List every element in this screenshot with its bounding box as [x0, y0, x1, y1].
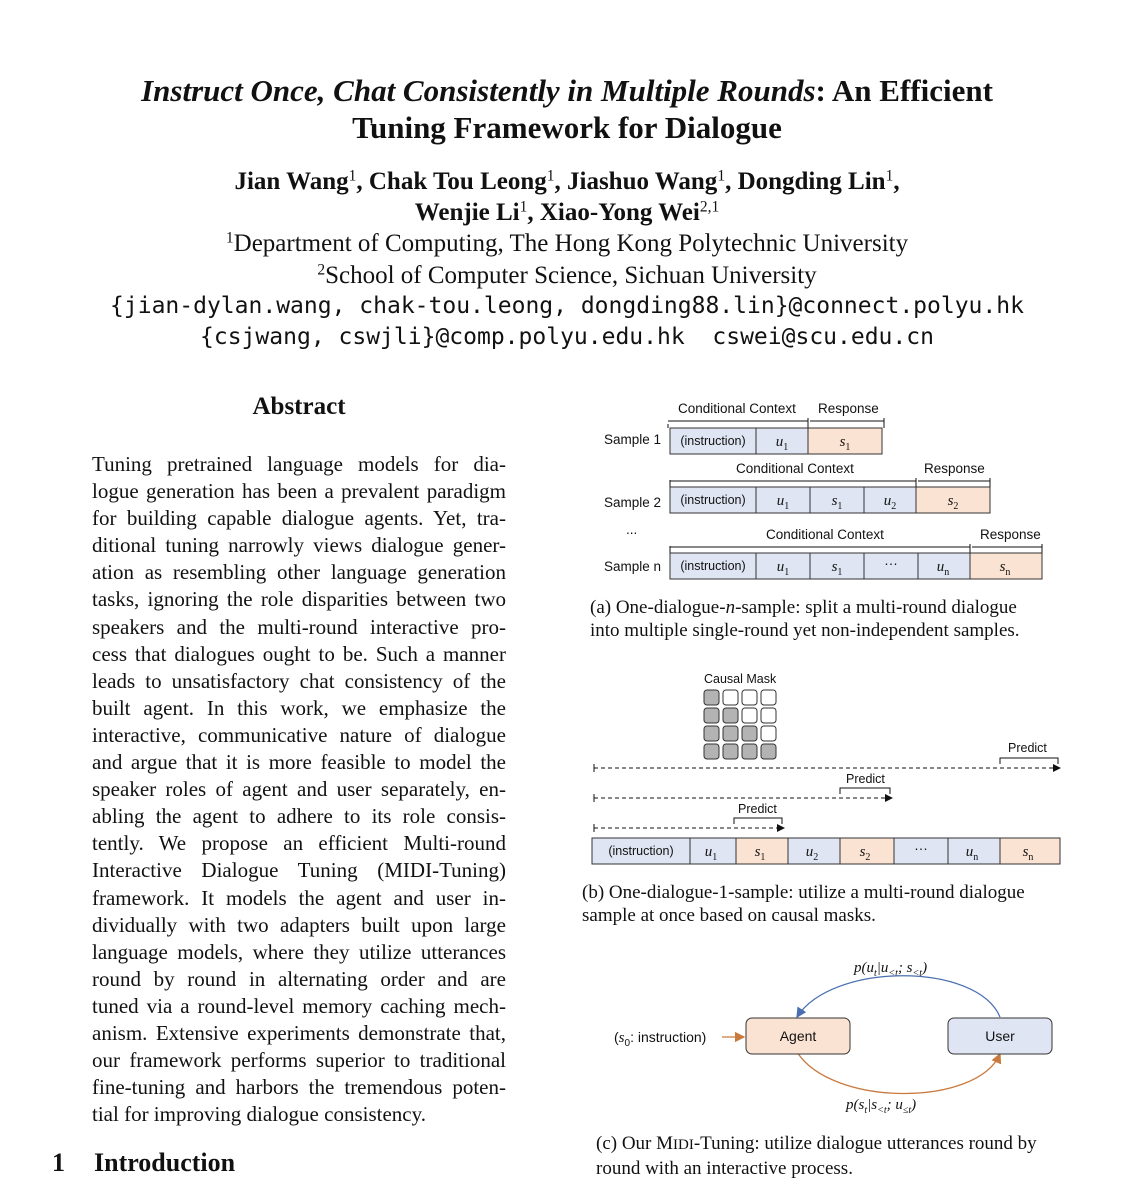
abstract-line: round by round in alternating order and are: [92, 966, 506, 991]
a-sn-un: $u_n$: [936, 559, 950, 578]
abstract-line: logue generation has been a prevalent paradigm: [92, 479, 506, 504]
section-title: Introduction: [94, 1148, 236, 1177]
abstract-line: and argue that it is more feasible to model the: [92, 750, 506, 775]
a-s2-context-label: Conditional Context: [736, 461, 854, 476]
a-s1-response-label: Response: [818, 401, 879, 416]
title-rest: : An Efficient: [815, 73, 993, 108]
abstract-line: cess that dialogues ought to be. Such a manner: [92, 641, 506, 666]
emails: [60, 291, 1074, 353]
a-s1-u1: $u_1$: [775, 434, 789, 453]
c-top-formula: $p(u_t|u_{<t}$; $s_{<t}$): [854, 960, 928, 979]
affil-2-text: School of Computer Science, Sichuan University: [325, 262, 817, 289]
mask-cell: [723, 726, 738, 741]
a-sn-u1: $u_1$: [776, 559, 790, 578]
a-sn-sn: $s_n$: [999, 559, 1011, 578]
author-affil-sup: 1: [885, 167, 894, 185]
a-sn-response-label: Response: [980, 527, 1041, 542]
title-italic: Instruct Once, Chat Consistently in Multiple Rounds: [141, 73, 816, 108]
a-s2-s1: $s_1$: [831, 493, 843, 512]
abstract-line: leads to unsatisfactory chat consistency of the: [92, 668, 506, 693]
author-separator: ,: [356, 168, 369, 195]
a-sample-2-label: Sample 2: [604, 495, 662, 510]
abstract-line: ation as resembling other language generation: [92, 560, 506, 585]
author-affil-sup: 2,1: [699, 198, 720, 216]
abstract-line: anism. Extensive experiments demonstrate that,: [92, 1020, 506, 1045]
b-un: $u_n$: [965, 844, 979, 863]
caption-b-line-1: (b) One-dialogue-1-sample: utilize a multi-round dialogue: [582, 882, 1025, 903]
a-sn-context-label: Conditional Context: [766, 527, 884, 542]
mask-cell: [761, 744, 776, 759]
a-s2-s2: $s_2$: [947, 493, 959, 512]
author-name: Jiashuo Wang: [567, 168, 718, 195]
a-sample-n-label: [604, 559, 661, 574]
authors-line-1: [60, 166, 1074, 197]
mask-cell: [742, 708, 757, 723]
authors-line-2: [60, 197, 1074, 228]
mask-cell: [761, 726, 776, 741]
affiliations: [60, 228, 1074, 292]
a-s2-u1: $u_1$: [776, 493, 790, 512]
author-separator: ,: [527, 199, 540, 226]
a-sn-dots: ···: [884, 556, 898, 571]
abstract-line: for building capable dialogue agents. Yet, tra-: [92, 506, 506, 531]
figure-1: [582, 392, 1082, 1182]
b-s1: $s_1$: [754, 844, 766, 863]
mask-cell: [742, 690, 757, 705]
affiliation-2: [60, 260, 1074, 292]
paper-title: [60, 72, 1074, 146]
author-name: Chak Tou Leong: [368, 168, 547, 195]
section-number: 1: [52, 1148, 65, 1177]
caption-c-line-1: (c) Our MIDI-Tuning: utilize dialogue utterances round by: [596, 1133, 1037, 1154]
caption-a-line-1: (a) One-dialogue-n-sample: split a multi-round dialogue: [590, 597, 1017, 618]
caption-c-line-2: round with an interactive process.: [596, 1158, 853, 1179]
mask-cell: [704, 708, 719, 723]
author-list: [60, 166, 1074, 228]
c-user-to-agent-arrow: [797, 976, 1000, 1017]
abstract-heading: Abstract: [252, 393, 346, 420]
affil-1-text: Department of Computing, The Hong Kong Polytechnic University: [233, 230, 909, 257]
a-s2-response-label: Response: [924, 461, 985, 476]
a-samples-ellipsis: ...: [626, 522, 638, 537]
abstract-line: Tuning pretrained language models for dia-: [92, 452, 506, 476]
b-predict-label-2: Predict: [846, 772, 885, 786]
caption-b: [582, 881, 1082, 927]
a-s2-instruction: (instruction): [680, 493, 746, 507]
a-sample-1-label: Sample 1: [604, 432, 662, 447]
b-predict-label-1: Predict: [738, 802, 777, 816]
b-predict-label-3: Predict: [1008, 741, 1047, 755]
caption-b-line-2: sample at once based on causal masks.: [582, 905, 876, 926]
mask-cell: [704, 726, 719, 741]
author-affil-sup: 1: [546, 167, 555, 185]
b-sn: $s_n$: [1022, 844, 1034, 863]
author-name: Wenjie Li: [414, 199, 520, 226]
a-s1-context-label: Conditional Context: [678, 401, 796, 416]
abstract-line: ditional tuning narrowly views dialogue gener-: [92, 533, 506, 558]
abstract-line: our framework performs superior to traditional: [92, 1048, 506, 1073]
a-s1-instruction: (instruction): [680, 434, 746, 448]
mask-cell: [723, 708, 738, 723]
author-affil-sup: 1: [519, 198, 528, 216]
section-heading: [52, 1148, 235, 1178]
b-u1: $u_1$: [704, 844, 718, 863]
caption-a-line-2: into multiple single-round yet non-independent samples.: [590, 620, 1020, 641]
mask-cell: [723, 744, 738, 759]
c-bottom-formula: $p(s_t|s_{<t}$; $u_{\le t}$): [846, 1097, 917, 1116]
b-causal-mask-label: Causal Mask: [704, 672, 777, 686]
c-agent-to-user-arrow: [797, 1052, 1000, 1094]
author-separator: ,: [725, 168, 738, 195]
abstract-line: tently. We propose an efficient Multi-round: [92, 831, 506, 856]
c-user-label: User: [985, 1028, 1015, 1044]
b-causal-mask-grid: [704, 690, 776, 759]
caption-c: [596, 1132, 1082, 1180]
a-s1-s1: $s_1$: [839, 434, 851, 453]
c-input-label: ($s_0$: instruction): [614, 1029, 707, 1049]
c-agent-label: Agent: [779, 1028, 817, 1044]
mask-cell: [742, 726, 757, 741]
b-s2: $s_2$: [859, 844, 871, 863]
b-u2: $u_2$: [805, 844, 819, 863]
mask-cell: [761, 708, 776, 723]
mask-cell: [704, 690, 719, 705]
abstract-line: language models, where they utilize utterances: [92, 939, 506, 964]
abstract-line: built agent. In this work, we emphasize the: [92, 695, 506, 720]
b-instruction: (instruction): [608, 844, 674, 858]
abstract-line: tasks, ignoring the role disparities between two: [92, 587, 506, 612]
abstract-line: interactive, communicative nature of dialogue: [92, 722, 506, 747]
b-dots: ···: [914, 841, 928, 856]
a-sn-instruction: (instruction): [680, 559, 746, 573]
author-affil-sup: 1: [717, 167, 726, 185]
a-s2-u2: $u_2$: [883, 493, 897, 512]
abstract-line: speaker roles of agent and user separately, en-: [92, 777, 506, 802]
author-name: Dongding Lin: [737, 168, 886, 195]
email-line-2: {csjwang, cswjli}@comp.polyu.edu.hk cswei@scu.edu.cn: [200, 324, 934, 350]
author-affil-sup: 1: [348, 167, 357, 185]
a-sample-n-text: Sample n: [604, 559, 662, 574]
affiliation-1: [60, 228, 1074, 260]
abstract-body: [92, 451, 506, 1128]
affil-1-sup: 1: [225, 229, 234, 247]
caption-a: [590, 596, 1080, 642]
abstract-line: dividually with two adapters built upon large: [92, 912, 506, 937]
abstract-line: Interactive Dialogue Tuning (MIDI-Tuning): [92, 858, 506, 883]
abstract-line: abling the agent to adhere to its role consis-: [92, 804, 506, 829]
abstract-line: speakers and the multi-round interactive pro-: [92, 614, 506, 639]
abstract-line: fine-tuning and harbors the tremendous poten-: [92, 1075, 506, 1100]
abstract-line: tial for improving dialogue consistency.: [92, 1102, 426, 1127]
mask-cell: [723, 690, 738, 705]
author-name: Xiao-Yong Wei: [539, 199, 700, 226]
mask-cell: [742, 744, 757, 759]
author-separator: ,: [893, 168, 900, 195]
author-name: Jian Wang: [234, 168, 349, 195]
abstract-line: tuned via a round-level memory caching mech-: [92, 993, 506, 1018]
email-line-1: {jian-dylan.wang, chak-tou.leong, dongding88.lin}@connect.polyu.hk: [110, 293, 1024, 319]
figure-svg: [582, 392, 1082, 1182]
abstract-line: framework. It models the agent and user in-: [92, 885, 506, 910]
author-separator: ,: [554, 168, 567, 195]
affil-2-sup: 2: [317, 261, 326, 279]
title-line2: Tuning Framework for Dialogue: [352, 110, 782, 145]
a-sn-s1: $s_1$: [831, 559, 843, 578]
mask-cell: [704, 744, 719, 759]
mask-cell: [761, 690, 776, 705]
